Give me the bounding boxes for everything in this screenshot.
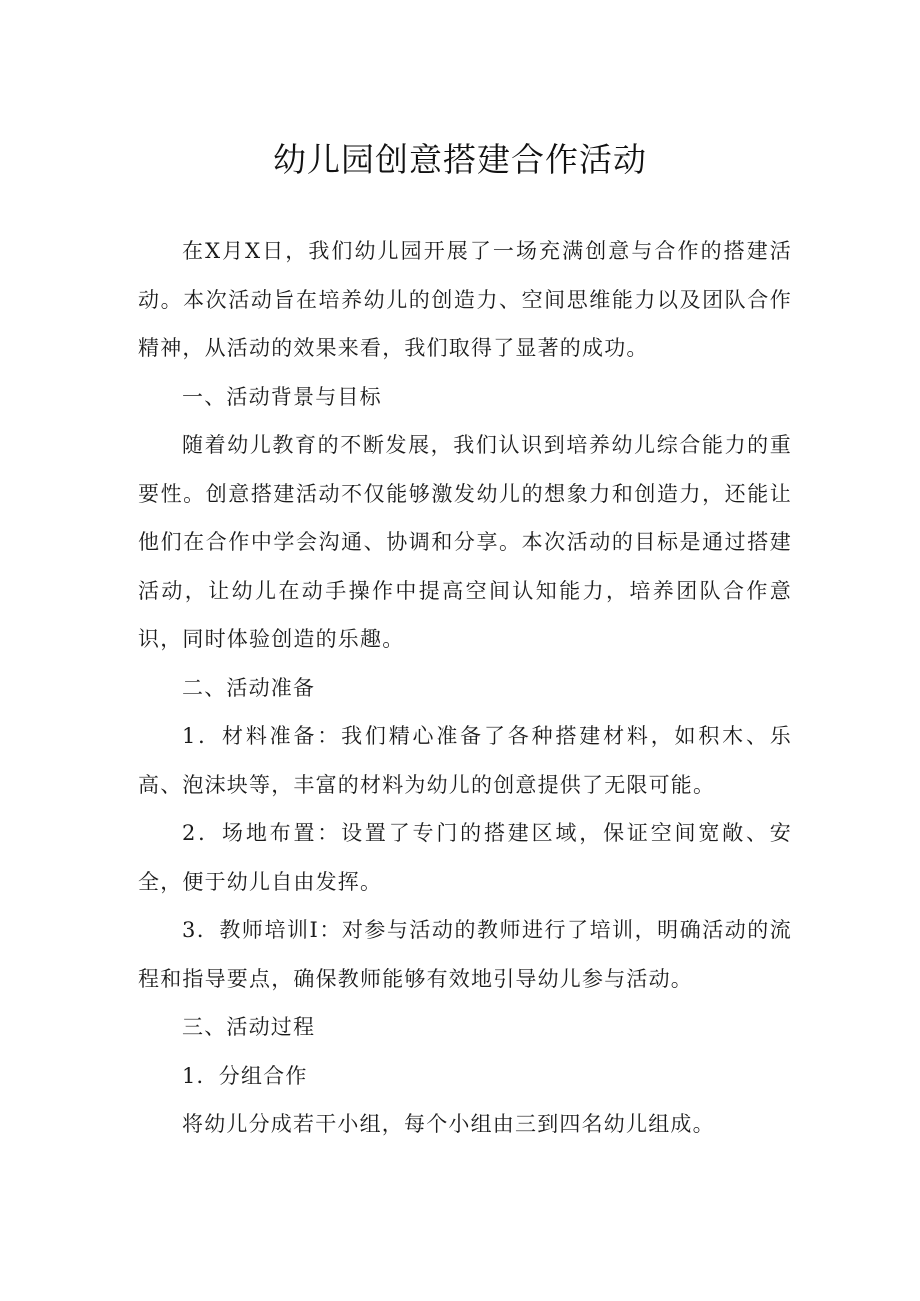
intro-paragraph: 在X月X日，我们幼儿园开展了一场充满创意与合作的搭建活动。本次活动旨在培养幼儿的创造力、空间思维能力以及团队合作精神，从活动的效果来看，我们取得了显著的成功。 (138, 239, 792, 360)
list-item-teacher-training: 3．教师培训I：对参与活动的教师进行了培训，明确活动的流程和指导要点，确保教师能够有效地引导幼儿参与活动。 (138, 918, 792, 991)
section-heading-preparation: 二、活动准备 (182, 675, 316, 700)
section-heading-process: 三、活动过程 (182, 1015, 316, 1039)
section-heading-background: 一、活动背景与目标 (182, 384, 382, 409)
subheading-group-work: 1．分组合作 (182, 1063, 308, 1088)
group-work-paragraph: 将幼儿分成若干小组，每个小组由三到四名幼儿组成。 (182, 1112, 715, 1136)
document-title: 幼儿园创意搭建合作活动 (273, 140, 647, 179)
list-item-materials: 1．材料准备：我们精心准备了各种搭建材料，如积木、乐高、泡沫块等，丰富的材料为幼儿的创意提供了无限可能。 (138, 724, 792, 797)
background-paragraph: 随着幼儿教育的不断发展，我们认识到培养幼儿综合能力的重要性。创意搭建活动不仅能够激发幼儿的想象力和创造力，还能让他们在合作中学会沟通、协调和分享。本次活动的目标是通过搭建活动，让幼儿在动手操作中提高空间认知能力，培养团队合作意识，同时体验创造的乐趣。 (138, 433, 792, 651)
document-body (138, 227, 792, 1149)
list-item-venue: 2．场地布置：设置了专门的搭建区域，保证空间宽敞、安全，便于幼儿自由发挥。 (138, 821, 792, 894)
